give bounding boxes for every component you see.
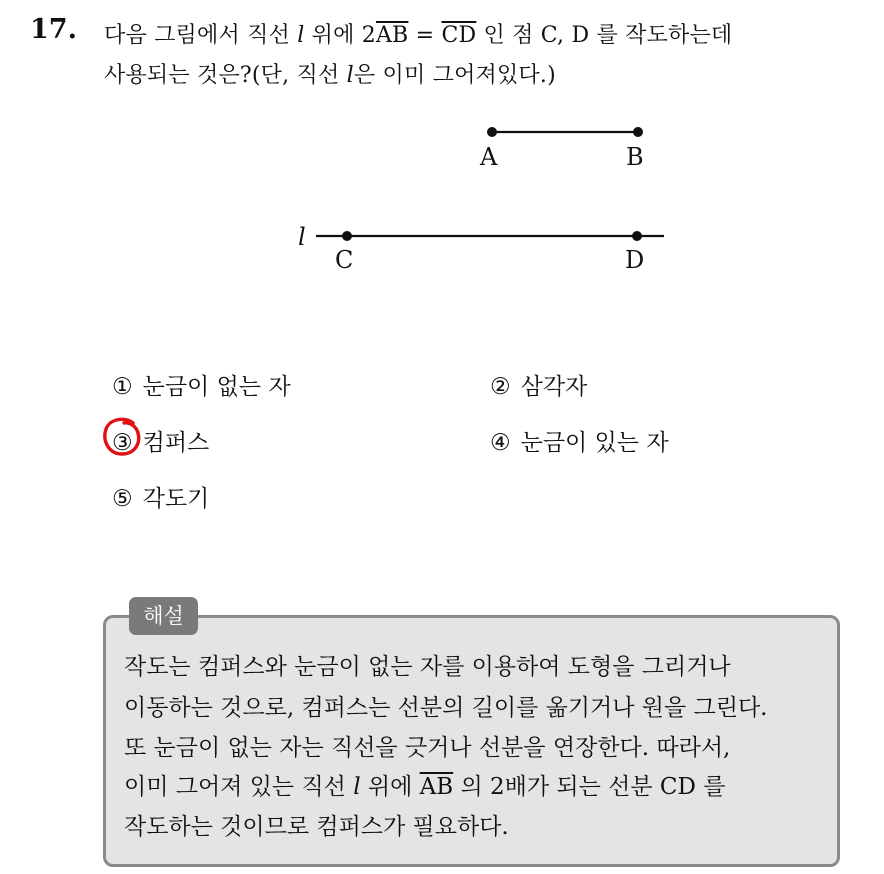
choice-2[interactable] xyxy=(490,368,587,401)
segment-ab: $\overline{AB}$ xyxy=(419,774,454,800)
label-a: A xyxy=(480,143,498,171)
line-variable: l xyxy=(353,774,361,800)
label-line-l: l xyxy=(298,223,306,251)
point-a xyxy=(487,127,497,137)
choice-4[interactable] xyxy=(490,424,669,457)
solution-tag: 해설 xyxy=(129,597,198,635)
label-c: C xyxy=(335,246,354,274)
choice-text: 삼각자 xyxy=(520,374,588,400)
question-text-line-1: 다음 그림에서 직선 l 위에 $2\overline{AB} = \overline{CD}$ 인 점 C, D 를 작도하는데 xyxy=(104,23,733,48)
label-b: B xyxy=(626,143,644,171)
choice-number: ① xyxy=(112,374,133,400)
choice-number: ③ xyxy=(112,430,133,456)
segment-ab: $\overline{AB}$ xyxy=(375,23,409,48)
line-variable: l xyxy=(346,63,354,88)
solution-line-5: 작도하는 것이므로 컴퍼스가 필요하다. xyxy=(124,814,509,840)
choice-text: 컴퍼스 xyxy=(142,430,210,456)
label-d: D xyxy=(625,246,645,274)
point-c xyxy=(342,231,352,241)
choice-number: ④ xyxy=(490,430,511,456)
choice-5[interactable] xyxy=(112,480,209,513)
question-number: 17. xyxy=(30,14,77,45)
solution-line-3: 또 눈금이 없는 자는 직선을 긋거나 선분을 연장한다. 따라서, xyxy=(124,735,731,761)
choice-text: 각도기 xyxy=(142,486,210,512)
question-text-line-2: 사용되는 것은?(단, 직선 l은 이미 그어져있다.) xyxy=(104,63,556,88)
solution-line-4: 이미 그어져 있는 직선 l 위에 $\overline{AB}$ 의 2배가 되는 선분 CD 를 xyxy=(124,774,726,800)
segment-cd: $\overline{CD}$ xyxy=(441,23,477,48)
point-b xyxy=(633,127,643,137)
point-d xyxy=(632,231,642,241)
choice-text: 눈금이 있는 자 xyxy=(520,430,669,456)
choice-1[interactable] xyxy=(112,368,291,401)
solution-line-2: 이동하는 것으로, 컴퍼스는 선분의 길이를 옮기거나 원을 그린다. xyxy=(124,695,768,721)
choice-3[interactable] xyxy=(112,424,209,457)
solution-line-1: 작도는 컴퍼스와 눈금이 없는 자를 이용하여 도형을 그리거나 xyxy=(124,654,731,680)
line-variable: l xyxy=(297,23,305,48)
choice-number: ② xyxy=(490,374,511,400)
choice-number: ⑤ xyxy=(112,486,133,512)
choice-text: 눈금이 없는 자 xyxy=(142,374,291,400)
